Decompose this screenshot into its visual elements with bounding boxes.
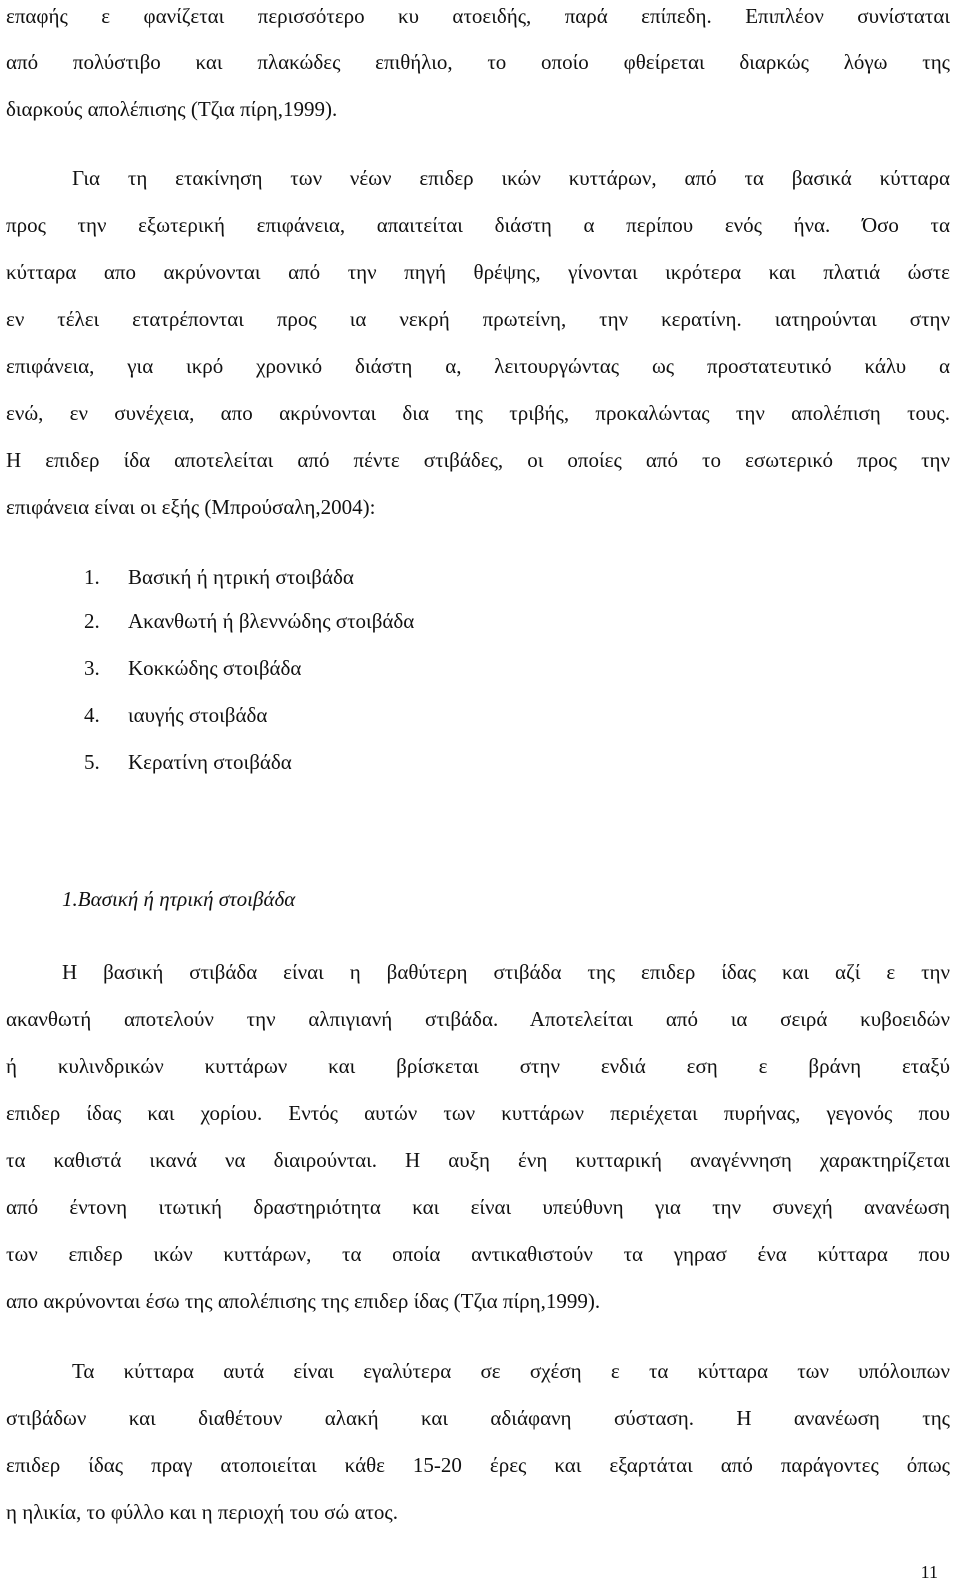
list-number: 1.	[84, 565, 100, 589]
list-label: ιαυγής στοιβάδα	[128, 703, 268, 727]
list-number: 5.	[84, 750, 100, 774]
paragraph-3-line-3: ή κυλινδρικών κυττάρων και βρίσκεται στην ενδιά εση ε βράνη εταξύ	[6, 1054, 950, 1078]
list-number: 3.	[84, 656, 100, 680]
layer-list-item-5	[84, 748, 292, 776]
section-heading: 1.Βασική ή ητρική στοιβάδα	[62, 887, 296, 911]
layer-list-item-3	[84, 654, 301, 682]
paragraph-4-line-4: η ηλικία, το φύλλο και η περιοχή του σώ ατος.	[6, 1500, 398, 1524]
layer-list-item-1	[84, 563, 354, 591]
paragraph-2-line-8: επιφάνεια είναι οι εξής (Μπρούσαλη,2004):	[6, 495, 376, 519]
paragraph-4-line-3: επιδερ ίδας πραγ ατοποιείται κάθε 15-20 έρες και εξαρτάται από παράγοντες όπως	[6, 1453, 950, 1477]
paragraph-3-line-4: επιδερ ίδας και χορίου. Εντός αυτών των κυττάρων περιέχεται πυρήνας, γεγονός που	[6, 1101, 950, 1125]
paragraph-3-line-5: τα καθιστά ικανά να διαιρούνται. Η αυξη ένη κυτταρική αναγέννηση χαρακτηρίζεται	[6, 1148, 950, 1172]
list-label: Κερατίνη στοιβάδα	[128, 750, 292, 774]
paragraph-2-line-6: ενώ, εν συνέχεια, απο ακρύνονται δια της τριβής, προκαλώντας την απολέπιση τους.	[6, 401, 950, 425]
list-number: 4.	[84, 703, 100, 727]
paragraph-1-line-1: επαφής ε φανίζεται περισσότερο κυ ατοειδής, παρά επίπεδη. Επιπλέον συνίσταται	[6, 4, 950, 28]
paragraph-3-line-6: από έντονη ιτωτική δραστηριότητα και είναι υπεύθυνη για την συνεχή ανανέωση	[6, 1195, 950, 1219]
paragraph-2-line-1: Για τη ετακίνηση των νέων επιδερ ικών κυττάρων, από τα βασικά κύτταρα	[72, 166, 950, 190]
list-number: 2.	[84, 609, 100, 633]
page-number: 11	[920, 1562, 938, 1582]
paragraph-2-line-3: κύτταρα απο ακρύνονται από την πηγή θρέψης, γίνονται ικρότερα και πλατιά ώστε	[6, 260, 950, 284]
paragraph-4-line-1: Τα κύτταρα αυτά είναι εγαλύτερα σε σχέση ε τα κύτταρα των υπόλοιπων	[72, 1359, 950, 1383]
list-label: Ακανθωτή ή βλεννώδης στοιβάδα	[128, 609, 415, 633]
paragraph-4-line-2: στιβάδων και διαθέτουν αλακή και αδιάφανη σύσταση. Η ανανέωση της	[6, 1406, 950, 1430]
paragraph-3-line-2: ακανθωτή αποτελούν την αλπιγιανή στιβάδα. Αποτελείται από ια σειρά κυβοειδών	[6, 1007, 950, 1031]
paragraph-2-line-4: εν τέλει ετατρέπονται προς ια νεκρή πρωτείνη, την κερατίνη. ιατηρούνται στην	[6, 307, 950, 331]
paragraph-2-line-2: προς την εξωτερική επιφάνεια, απαιτείται διάστη α περίπου ενός ήνα. Όσο τα	[6, 213, 950, 237]
layer-list-item-2	[84, 607, 414, 635]
paragraph-2-line-7: Η επιδερ ίδα αποτελείται από πέντε στιβάδες, οι οποίες από το εσωτερικό προς την	[6, 448, 950, 472]
paragraph-1-line-3: διαρκούς απολέπισης (Τζια πίρη,1999).	[6, 97, 338, 121]
list-label: Κοκκώδης στοιβάδα	[128, 656, 302, 680]
paragraph-1-line-2: από πολύστιβο και πλακώδες επιθήλιο, το οποίο φθείρεται διαρκώς λόγω της	[6, 50, 950, 74]
list-label: Βασική ή ητρική στοιβάδα	[128, 565, 354, 589]
paragraph-3-line-1: Η βασική στιβάδα είναι η βαθύτερη στιβάδα της επιδερ ίδας και αζί ε την	[62, 960, 950, 984]
layer-list-item-4	[84, 701, 267, 729]
paragraph-3-line-8: απο ακρύνονται έσω της απολέπισης της επιδερ ίδας (Τζια πίρη,1999).	[6, 1289, 601, 1313]
paragraph-2-line-5: επιφάνεια, για ικρό χρονικό διάστη α, λειτουργώντας ως προστατευτικό κάλυ α	[6, 354, 950, 378]
paragraph-3-line-7: των επιδερ ικών κυττάρων, τα οποία αντικαθιστούν τα γηρασ ένα κύτταρα που	[6, 1242, 950, 1266]
